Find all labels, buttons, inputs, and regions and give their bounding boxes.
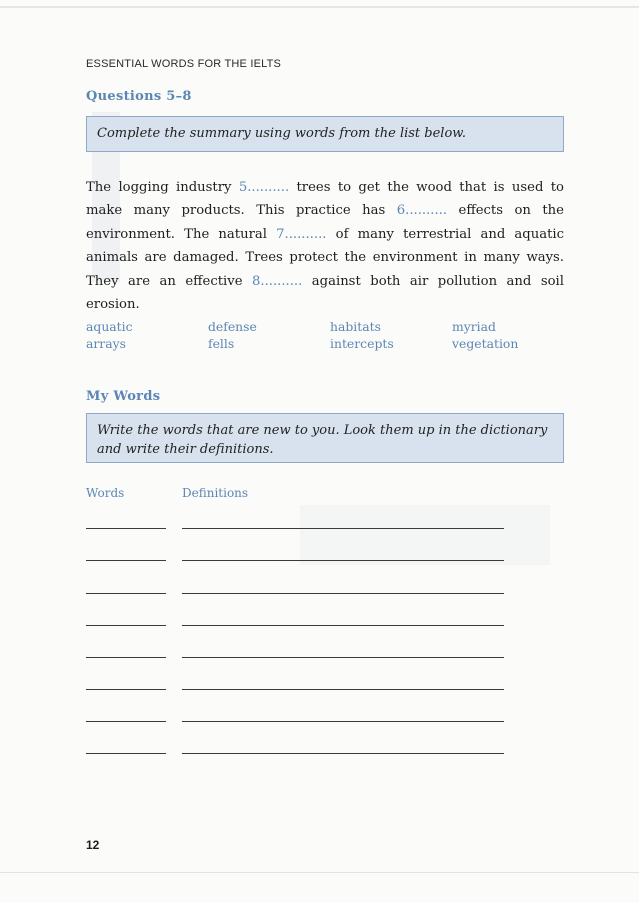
word-bank-item: defense bbox=[208, 319, 257, 334]
word-entry-line[interactable] bbox=[86, 593, 166, 594]
definition-entry-line[interactable] bbox=[182, 560, 504, 561]
word-bank-item: intercepts bbox=[330, 336, 394, 351]
word-entry-line[interactable] bbox=[86, 528, 166, 529]
word-entry-line[interactable] bbox=[86, 689, 166, 690]
word-entry-line[interactable] bbox=[86, 753, 166, 754]
questions-instruction-box bbox=[86, 116, 564, 152]
definition-entry-line[interactable] bbox=[182, 721, 504, 722]
summary-text: The logging industry bbox=[86, 180, 239, 195]
blank-8: 8.......... bbox=[252, 273, 303, 289]
definition-entry-line[interactable] bbox=[182, 593, 504, 594]
summary-text: of many terrestrial and aquatic animals are damaged. Trees protect the environment in many ways. They are an effective bbox=[86, 226, 564, 289]
top-scan-line bbox=[0, 6, 639, 8]
words-column-header: Words bbox=[86, 486, 125, 500]
summary-text: against both air pollution and soil erosion. bbox=[86, 273, 564, 313]
my-words-title: My Words bbox=[86, 389, 161, 404]
word-bank bbox=[86, 319, 566, 352]
word-bank-item: myriad bbox=[452, 319, 496, 334]
blank-7: 7.......... bbox=[276, 226, 327, 242]
summary-text: effects on the environment. The natural bbox=[86, 203, 564, 242]
definitions-column-header: Definitions bbox=[182, 486, 249, 500]
my-words-instruction-box bbox=[86, 413, 564, 463]
word-entry-line[interactable] bbox=[86, 721, 166, 722]
word-bank-item: arrays bbox=[86, 336, 126, 351]
word-entry-line[interactable] bbox=[86, 560, 166, 561]
page-number: 12 bbox=[86, 838, 100, 852]
my-words-instruction: Write the words that are new to you. Look them up in the dictionary and write their definitions. bbox=[97, 423, 548, 457]
word-entry-line[interactable] bbox=[86, 657, 166, 658]
bottom-scan-line bbox=[0, 872, 639, 873]
blank-6: 6.......... bbox=[396, 203, 448, 219]
definition-entry-line[interactable] bbox=[182, 753, 504, 754]
word-entry-line[interactable] bbox=[86, 625, 166, 626]
questions-instruction: Complete the summary using words from the list below. bbox=[97, 126, 467, 141]
word-bank-item: aquatic bbox=[86, 319, 133, 334]
word-bank-item: vegetation bbox=[452, 336, 519, 351]
definition-entry-line[interactable] bbox=[182, 528, 504, 529]
word-bank-item: fells bbox=[208, 336, 235, 351]
summary-text: trees to get the wood that is used to make many products. This practice has bbox=[86, 180, 564, 219]
definition-entry-line[interactable] bbox=[182, 625, 504, 626]
questions-title: Questions 5–8 bbox=[86, 89, 192, 104]
definition-entry-line[interactable] bbox=[182, 689, 504, 690]
word-bank-item: habitats bbox=[330, 319, 381, 334]
definition-entry-line[interactable] bbox=[182, 657, 504, 658]
blank-5: 5.......... bbox=[238, 180, 290, 195]
summary-paragraph bbox=[86, 176, 564, 316]
bleed-through-shade bbox=[300, 505, 550, 565]
running-head: ESSENTIAL WORDS FOR THE IELTS bbox=[86, 58, 282, 70]
